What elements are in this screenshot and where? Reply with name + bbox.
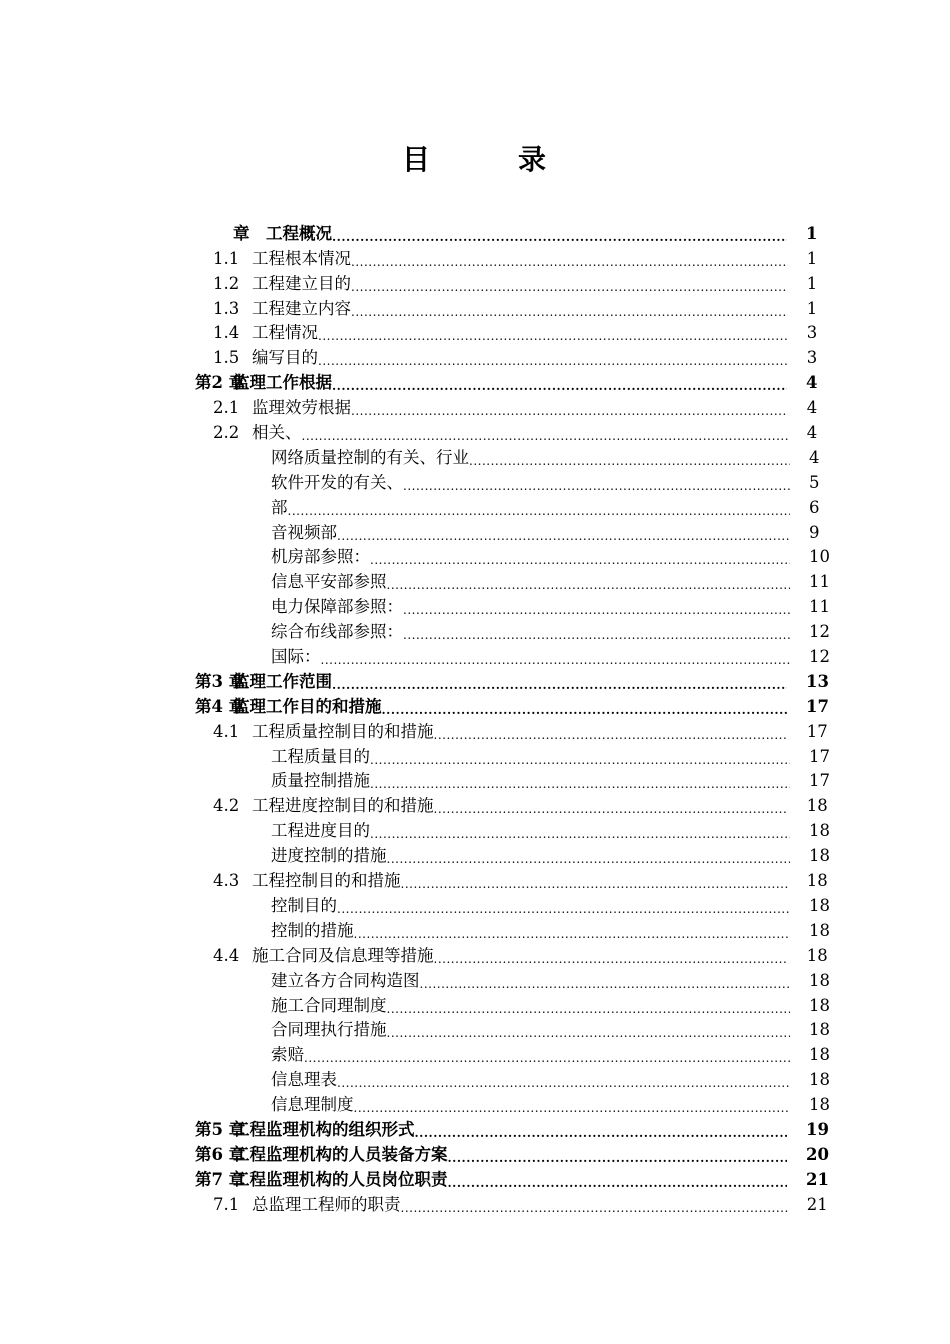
toc-entry-title: 信息平安部参照 xyxy=(271,572,387,592)
toc-entry-page-number: 17 xyxy=(808,746,830,766)
toc-entry-title: 音视频部 xyxy=(271,522,337,542)
toc-entry-number: 1.3 xyxy=(213,298,240,318)
toc-entry-heading xyxy=(271,571,790,593)
toc-entry-title: 机房部参照： xyxy=(271,547,370,567)
dot-leader xyxy=(403,627,790,643)
toc-entry-title: 监理工作根据 xyxy=(233,373,332,393)
toc-entry-page-number: 18 xyxy=(806,796,828,816)
toc-entry-page-number: 18 xyxy=(806,945,828,965)
toc-entry-heading xyxy=(271,1069,790,1091)
toc-entry-number: 4.1 xyxy=(213,721,240,741)
dot-leader xyxy=(351,403,788,419)
toc-entry-heading xyxy=(271,995,790,1017)
toc-entry-title: 工程进度目的 xyxy=(271,821,370,841)
toc-entry[interactable] xyxy=(195,842,830,867)
toc-entry[interactable] xyxy=(195,1017,830,1042)
toc-entry-page-number: 11 xyxy=(808,597,830,617)
toc-entry-title: 网络质量控制的有关、行业 xyxy=(271,447,469,467)
toc-entry-heading xyxy=(271,970,790,992)
toc-entry[interactable] xyxy=(195,295,830,320)
toc-entry-title: 信息理表 xyxy=(271,1070,337,1090)
toc-entry[interactable] xyxy=(195,1166,830,1191)
toc-entry[interactable] xyxy=(195,817,830,842)
dot-leader xyxy=(304,1050,790,1066)
toc-entry-page-number: 18 xyxy=(808,970,830,990)
dot-leader xyxy=(337,528,790,544)
toc-entry-title: 工程根本情况 xyxy=(252,248,351,268)
toc-entry-title: 施工合同理制度 xyxy=(271,995,387,1015)
toc-entry-heading xyxy=(213,795,788,817)
toc-entry-page-number: 18 xyxy=(808,1045,830,1065)
toc-entry-number: 第3 章 xyxy=(195,671,246,691)
toc-entry-title: 索赔 xyxy=(271,1045,304,1065)
dot-leader xyxy=(351,254,788,270)
toc-entry[interactable] xyxy=(195,618,830,643)
toc-entry-title: 章 工程概况 xyxy=(233,223,332,243)
toc-entry-number: 1.2 xyxy=(213,273,240,293)
toc-entry-title: 工程建立目的 xyxy=(252,273,351,293)
toc-entry-heading xyxy=(213,397,788,419)
toc-entry-title: 工程控制目的和措施 xyxy=(252,871,401,891)
toc-entry-heading xyxy=(271,1019,790,1041)
toc-entry-number: 第4 章 xyxy=(195,696,246,716)
dot-leader xyxy=(401,1200,788,1216)
toc-entry-page-number: 4 xyxy=(808,447,820,467)
toc-entry-title: 国际： xyxy=(271,647,321,667)
toc-entry-heading xyxy=(271,920,790,942)
toc-entry-title: 质量控制措施 xyxy=(271,771,370,791)
toc-entry-title: 控制目的 xyxy=(271,895,337,915)
toc-entry-heading xyxy=(271,546,790,568)
toc-entry-heading xyxy=(213,347,788,369)
toc-entry-page-number: 4 xyxy=(806,373,818,393)
toc-entry-title: 信息理制度 xyxy=(271,1095,354,1115)
toc-entry-page-number: 18 xyxy=(808,1020,830,1040)
dot-leader xyxy=(434,801,788,817)
toc-entry[interactable] xyxy=(195,245,830,270)
dot-leader xyxy=(370,776,790,792)
dot-leader xyxy=(403,478,790,494)
toc-entry-heading xyxy=(271,746,790,768)
toc-entry-number: 1.1 xyxy=(213,248,240,268)
toc-entry-title: 工程情况 xyxy=(252,323,318,343)
toc-entry-number: 4.2 xyxy=(213,796,240,816)
dot-leader xyxy=(469,453,790,469)
dot-leader xyxy=(288,503,790,519)
toc-entry-heading xyxy=(213,870,788,892)
toc-entry-heading xyxy=(271,845,790,867)
dot-leader xyxy=(351,279,788,295)
toc-entry-page-number: 17 xyxy=(806,721,828,741)
toc-entry-heading xyxy=(271,1044,790,1066)
dot-leader xyxy=(382,702,788,718)
dot-leader xyxy=(370,752,790,768)
dot-leader xyxy=(332,677,787,693)
toc-entry[interactable] xyxy=(195,320,830,345)
toc-entry-heading xyxy=(213,248,788,270)
toc-entry[interactable] xyxy=(195,1066,830,1091)
toc-entry[interactable] xyxy=(195,992,830,1017)
toc-entry-heading xyxy=(195,1144,787,1166)
toc-entry-page-number: 18 xyxy=(808,846,830,866)
toc-entry[interactable] xyxy=(195,917,830,942)
toc-entry-page-number: 1 xyxy=(806,223,818,243)
page-title xyxy=(0,138,950,178)
toc-entry-number: 第5 章 xyxy=(195,1119,246,1139)
toc-entry[interactable] xyxy=(195,643,830,668)
dot-leader xyxy=(387,577,790,593)
toc-entry-title: 部 xyxy=(271,497,288,517)
dot-leader xyxy=(415,1125,788,1141)
dot-leader xyxy=(318,328,788,344)
toc-entry-heading xyxy=(195,696,787,718)
dot-leader xyxy=(387,1001,790,1017)
dot-leader xyxy=(370,552,790,568)
toc-entry[interactable] xyxy=(195,270,830,295)
toc-entry-title: 施工合同及信息理等措施 xyxy=(252,945,434,965)
toc-entry-page-number: 18 xyxy=(808,1095,830,1115)
toc-entry[interactable] xyxy=(195,792,830,817)
toc-entry[interactable] xyxy=(195,419,830,444)
toc-entry-page-number: 18 xyxy=(808,895,830,915)
toc-entry[interactable] xyxy=(195,494,830,519)
toc-entry-page-number: 21 xyxy=(806,1194,828,1214)
toc-entry-heading xyxy=(271,1094,790,1116)
toc-entry[interactable] xyxy=(195,1041,830,1066)
dot-leader xyxy=(332,378,787,394)
toc-entry-page-number: 12 xyxy=(808,622,830,642)
toc-entry-heading xyxy=(271,472,790,494)
toc-entry-page-number: 18 xyxy=(808,920,830,940)
toc-entry[interactable] xyxy=(195,544,830,569)
toc-entry[interactable] xyxy=(195,220,830,245)
toc-entry-heading xyxy=(213,322,788,344)
toc-entry-heading xyxy=(271,895,790,917)
toc-entry-page-number: 4 xyxy=(806,423,818,443)
toc-entry-page-number: 10 xyxy=(808,547,830,567)
toc-entry-page-number: 11 xyxy=(808,572,830,592)
toc-entry-number: 第2 章 xyxy=(195,373,246,393)
toc-entry-title: 合同理执行措施 xyxy=(271,1020,387,1040)
toc-entry-title: 监理效劳根据 xyxy=(252,398,351,418)
toc-entry-page-number: 18 xyxy=(806,871,828,891)
toc-entry[interactable] xyxy=(195,369,830,394)
toc-entry-heading xyxy=(213,1194,788,1216)
toc-entry-page-number: 6 xyxy=(808,497,820,517)
toc-entry-title: 控制的措施 xyxy=(271,920,354,940)
toc-entry-page-number: 3 xyxy=(806,348,818,368)
dot-leader xyxy=(321,652,790,668)
toc-entry-title: 进度控制的措施 xyxy=(271,846,387,866)
toc-entry-title: 工程监理机构的人员岗位职责 xyxy=(233,1169,448,1189)
dot-leader xyxy=(351,304,788,320)
dot-leader xyxy=(403,602,790,618)
dot-leader xyxy=(332,229,787,245)
toc-entry-number: 1.4 xyxy=(213,323,240,343)
toc-entry-heading xyxy=(195,1119,787,1141)
toc-entry-page-number: 1 xyxy=(806,273,818,293)
toc-entry-heading xyxy=(213,298,788,320)
toc-entry-title: 建立各方合同构造图 xyxy=(271,970,420,990)
toc-entry-heading xyxy=(213,273,788,295)
toc-entry-number: 4.4 xyxy=(213,945,240,965)
toc-entry-title: 工程建立内容 xyxy=(252,298,351,318)
toc-entry[interactable] xyxy=(195,394,830,419)
toc-entry[interactable] xyxy=(195,693,830,718)
toc-entry-number: 2.1 xyxy=(213,398,240,418)
toc-entry-heading xyxy=(195,372,787,394)
toc-entry-page-number: 18 xyxy=(808,995,830,1015)
toc-entry-number: 第6 章 xyxy=(195,1144,246,1164)
toc-entry-page-number: 13 xyxy=(806,671,829,691)
toc-entry[interactable] xyxy=(195,1191,830,1216)
toc-entry-title: 工程进度控制目的和措施 xyxy=(252,796,434,816)
title-part-2: 录 xyxy=(518,143,549,176)
toc-entry[interactable] xyxy=(195,718,830,743)
toc-entry[interactable] xyxy=(195,942,830,967)
toc-entry-heading xyxy=(271,447,790,469)
toc-entry-heading xyxy=(271,770,790,792)
toc-entry[interactable] xyxy=(195,867,830,892)
toc-entry-heading xyxy=(271,820,790,842)
toc-entry-heading xyxy=(271,596,790,618)
toc-entry-heading xyxy=(271,646,790,668)
dot-leader xyxy=(387,1025,790,1041)
dot-leader xyxy=(337,901,790,917)
toc-entry[interactable] xyxy=(195,1116,830,1141)
toc-entry-page-number: 20 xyxy=(806,1144,829,1164)
toc-entry-page-number: 17 xyxy=(808,771,830,791)
toc-entry[interactable] xyxy=(195,768,830,793)
dot-leader xyxy=(354,1100,790,1116)
dot-leader xyxy=(448,1150,788,1166)
dot-leader xyxy=(302,428,788,444)
toc-entry-heading xyxy=(271,621,790,643)
dot-leader xyxy=(370,826,790,842)
toc-entry[interactable] xyxy=(195,892,830,917)
dot-leader xyxy=(434,951,788,967)
toc-entry[interactable] xyxy=(195,1091,830,1116)
table-of-contents xyxy=(195,220,830,1216)
toc-entry-title: 软件开发的有关、 xyxy=(271,472,403,492)
toc-entry-number: 1.5 xyxy=(213,348,240,368)
toc-entry-page-number: 9 xyxy=(808,522,820,542)
toc-entry[interactable] xyxy=(195,1141,830,1166)
toc-entry-number: 7.1 xyxy=(213,1194,240,1214)
toc-entry-title: 编写目的 xyxy=(252,348,318,368)
toc-entry-page-number: 18 xyxy=(808,821,830,841)
toc-entry-title: 电力保障部参照： xyxy=(271,597,403,617)
dot-leader xyxy=(318,353,788,369)
toc-entry-page-number: 12 xyxy=(808,647,830,667)
toc-entry[interactable] xyxy=(195,519,830,544)
toc-entry[interactable] xyxy=(195,668,830,693)
toc-entry-page-number: 21 xyxy=(806,1169,829,1189)
toc-entry-page-number: 5 xyxy=(808,472,820,492)
toc-entry-page-number: 18 xyxy=(808,1070,830,1090)
dot-leader xyxy=(387,851,790,867)
dot-leader xyxy=(337,1075,790,1091)
toc-entry[interactable] xyxy=(195,743,830,768)
toc-entry-heading xyxy=(271,497,790,519)
title-part-1: 目 xyxy=(401,143,432,176)
toc-entry-title: 工程监理机构的组织形式 xyxy=(233,1119,415,1139)
toc-entry-heading xyxy=(195,671,787,693)
toc-entry[interactable] xyxy=(195,568,830,593)
toc-entry-page-number: 3 xyxy=(806,323,818,343)
toc-entry[interactable] xyxy=(195,469,830,494)
toc-entry[interactable] xyxy=(195,444,830,469)
toc-entry-heading xyxy=(213,422,788,444)
toc-entry-page-number: 4 xyxy=(806,398,818,418)
dot-leader xyxy=(434,727,788,743)
toc-entry-heading xyxy=(213,721,788,743)
toc-entry-title: 综合布线部参照： xyxy=(271,622,403,642)
toc-entry-number: 第7 章 xyxy=(195,1169,246,1189)
dot-leader xyxy=(448,1175,788,1191)
toc-entry-title: 工程监理机构的人员装备方案 xyxy=(233,1144,448,1164)
toc-entry-heading xyxy=(271,522,790,544)
toc-entry-title: 工程质量控制目的和措施 xyxy=(252,721,434,741)
dot-leader xyxy=(401,876,788,892)
toc-entry-title: 工程质量目的 xyxy=(271,746,370,766)
toc-entry[interactable] xyxy=(195,344,830,369)
toc-entry-heading xyxy=(213,945,788,967)
toc-entry-title: 监理工作范围 xyxy=(233,671,332,691)
toc-entry[interactable] xyxy=(195,593,830,618)
toc-entry-title: 监理工作目的和措施 xyxy=(233,696,382,716)
toc-entry-page-number: 1 xyxy=(806,298,818,318)
toc-entry-number: 4.3 xyxy=(213,871,240,891)
toc-entry-page-number: 17 xyxy=(806,696,829,716)
toc-entry-heading xyxy=(195,1169,787,1191)
toc-entry-title: 总监理工程师的职责 xyxy=(252,1194,401,1214)
toc-entry-title: 相关、 xyxy=(252,423,302,443)
toc-entry-heading xyxy=(195,223,787,245)
toc-entry-page-number: 1 xyxy=(806,248,818,268)
toc-entry-number: 2.2 xyxy=(213,423,240,443)
dot-leader xyxy=(420,976,790,992)
toc-entry-page-number: 19 xyxy=(806,1119,829,1139)
toc-entry[interactable] xyxy=(195,967,830,992)
dot-leader xyxy=(354,926,790,942)
